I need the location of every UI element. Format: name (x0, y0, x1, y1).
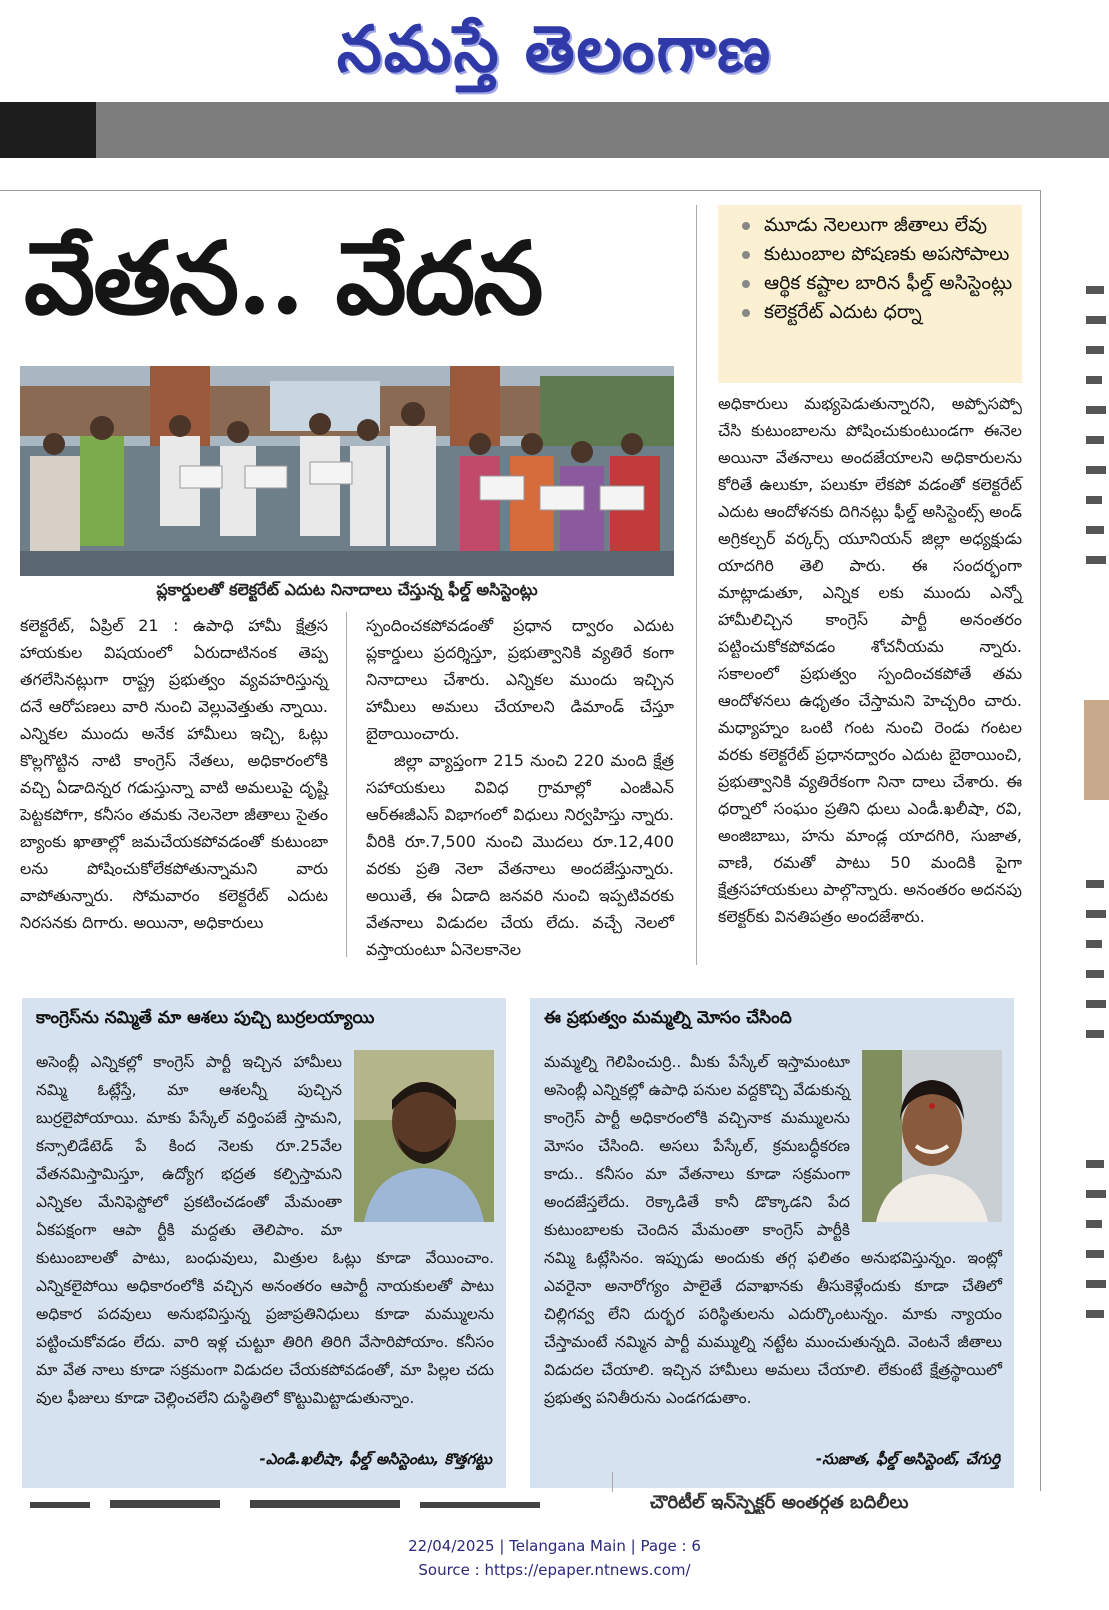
adjacent-page-fragment (1084, 280, 1109, 1380)
footer-source[interactable]: Source : https://epaper.ntnews.com/ (418, 1561, 691, 1579)
masthead-title: నమస్తే తెలంగాణ (336, 12, 773, 87)
portrait-sujatha (862, 1050, 1002, 1222)
cut-headline-left (30, 1496, 550, 1514)
article-paragraph: కలెక్టరేట్, ఏప్రిల్ 21 : ఉపాధి హామీ క్షేత్రస హాయకుల విషయంలో ఏరుదాటినంక తెప్ప తగలేసినట్లుగా రాష్ట్ర ప్రభుత్వం వ్యవహరిస్తున్న దనే ఆరోపణలు వారి నుంచి వెల్లువెత్తుతు న్నాయి. ఎన్నికల ముందు అనేక హామీలు ఇచ్చి, ఓట్లు కొల్లగొట్టిన నాటి కాంగ్రెస్ నేతలు, అధికారంలోకి వచ్చి ఏడాదిన్నర గడుస్తున్నా వాటి అమలుపై దృష్టి పెట్టకపోగా, కనీసం తమకు నెలనెలా జీతాలు సైతం బ్యాంకు ఖాతాల్లో జమచేయకపోవడంతో కుటుంబా లను పోషించుకోలేకపోతున్నామని వారు వాపోతున్నారు. సోమవారం కలెక్టరేట్ ఎదుట నిరసనకు దిగారు. అయినా, అధికారులు (20, 616, 328, 932)
article-column-2 (366, 612, 674, 962)
header-bar-dark (0, 102, 96, 158)
photo-caption: ప్లకార్డులతో కలెక్టరేట్ ఎదుట నినాదాలు చేస్తున్న ఫీల్డ్ అసిస్టెంట్లు (156, 580, 538, 599)
bullet-icon (742, 309, 750, 317)
article-paragraph: అధికారులు మభ్యపెడుతున్నారని, అప్పోసప్పో చేసి కుటుంబాలను పోషించుకుంటుండగా ఈనెల అయినా వేతనాలు అందజేయాలని అధికారులను కోరితే ఉలుకూ, పలుకూ లేకపో వడంతో కలెక్టరేట్ ఎదుట ఆందోళనకు దిగినట్లు ఫీల్డ్ అసిస్టెంట్స్ అండ్ అగ్రికల్చర్ వర్కర్స్ యూనియన్ జిల్లా అధ్యక్షుడు యాదగిరి తెలి పారు. ఈ సందర్భంగా మాట్లాడుతూ, ఎన్నిక లకు ముందు ఎన్నో హామీలిచ్చిన కాంగ్రెస్ పార్టీ అనంతరం పట్టించుకోకపోవడం శోచనీయమ న్నారు. సకాలంలో ప్రభుత్వం స్పందించకపోతే తమ ఆందోళనలు ఉధృతం చేస్తామని హెచ్చరిం చారు. మధ్యాహ్నం ఒంటి గంట నుంచి రెండు గంటల వరకు కలెక్టరేట్ ప్రధానద్వారం ఎదుట బైఠాయించి, ప్రభుత్వానికి వ్యతిరేకంగా నినా దాలు చేశారు. ఈ ధర్నాలో సంఘం ప్రతిని ధులు ఎండీ.ఖలీషా, రవి, అంజిబాబు, హను మాండ్ల యాదగిరి, సుజాత, వాణి, రమతో పాటు 50 మందికి పైగా క్షేత్రసహాయకులు పాల్గొన్నారు. అనంతరం అదనపు కలెక్టర్‌కు వినతిపత్రం అందజేశారు. (718, 394, 1022, 926)
protest-photo-illustration (20, 366, 674, 576)
article-column-1 (20, 612, 328, 962)
quote-box-title: కాంగ్రెస్‌ను నమ్మితే మా ఆశలు పుచ్చి బుర్రలయ్యాయి (36, 1008, 375, 1028)
highlight-box (718, 205, 1022, 383)
quote-signature: -సుజాత, ఫీల్డ్ అసిస్టెంట్, చేగుర్తి (815, 1450, 1000, 1468)
quote-box-body (36, 1048, 494, 1412)
highlight-item: కలెక్టరేట్ ఎదుట ధర్నా (738, 298, 1014, 327)
article-paragraph: జిల్లా వ్యాప్తంగా 215 నుంచి 220 మంది క్షేత్ర సహాయకులు వివిధ గ్రామాల్లో ఎంజీఎన్ ఆర్ఈజీఎస్ విభాగంలో విధులు నిర్వహిస్తు న్నారు. వీరికి రూ.7,500 నుంచి మొదలు రూ.12,400 వరకు ప్రతి నెలా వేతనాలు అందజేస్తున్నారు. అయితే, ఈ ఏడాది జనవరి నుంచి ఇప్పటివరకు వేతనాలు విడుదల చేయ లేదు. వచ్చే నెలలో వస్తాయంటూ ఏనెలకానెల (366, 751, 674, 959)
article-paragraph: స్పందించకపోవడంతో ప్రధాన ద్వారం ఎదుట ప్లకార్డులు ప్రదర్శిస్తూ, ప్రభుత్వానికి వ్యతిరే కంగా నినాదాలు చేశారు. ఎన్నికల ముందు ఇచ్చిన హామీలు అమలు చేయాలని డిమాండ్ చేస్తూ బైఠాయించారు. (366, 616, 674, 743)
column-divider (612, 1472, 613, 1492)
article-column-3 (718, 390, 1022, 970)
masthead (0, 0, 1109, 100)
quote-box-khaleesha (22, 998, 506, 1488)
adjacent-page-edge (1084, 280, 1109, 1390)
cut-headline-fragment (30, 1496, 550, 1512)
column-divider (696, 205, 697, 965)
protest-photo (20, 366, 674, 576)
bullet-icon (742, 251, 750, 259)
column-divider (346, 612, 347, 957)
quote-signature: -ఎండి.ఖలీషా, ఫీల్డ్ అసిస్టెంటు, కొత్తగట్టు (259, 1450, 492, 1468)
bullet-icon (742, 280, 750, 288)
portrait-khaleesha (354, 1050, 494, 1222)
quote-box-body (544, 1048, 1002, 1412)
highlight-item: కుటుంబాల పోషణకు అపసోపాలు (738, 240, 1014, 269)
quote-box-title: ఈ ప్రభుత్వం మమ్మల్ని మోసం చేసింది (544, 1008, 792, 1028)
header-bar-grey (96, 102, 1109, 158)
highlight-item: మూడు నెలలుగా జీతాలు లేవు (738, 211, 1014, 240)
next-article-strip (0, 1492, 1030, 1514)
quote-text: అసెంబ్లీ ఎన్నికల్లో కాంగ్రెస్ పార్టీ ఇచ్చిన హామీలు నమ్మి ఓట్లేస్తే, మా ఆశలన్నీ పుచ్చిన బుర్రలైపోయాయి. మాకు పేస్కేల్ వర్తింపజే స్తామని, కన్సాలిడేటెడ్ పే కింద నెలకు రూ.25వేల వేతనమిస్తామిస్తూ, ఉద్యోగ భద్రత కల్పిస్తామని ఎన్నికల మేనిఫెస్టోలో ప్రకటించడంతో మేమంతా ఏకపక్షంగా ఆపా ర్టీకి మద్దతు తెలిపాం. మా కుటుంబాలతో పాటు, బంధువులు, మిత్రుల ఓట్లు కూడా వేయించాం. ఎన్నికలైపోయి అధికారంలోకి వచ్చిన అనంతరం ఆపార్టీ నాయకులతో పాటు అధికార పదవులు అనుభవిస్తున్న ప్రజాప్రతినిధులు కూడా మమ్ములను పట్టించుకోవడం లేదు. వారి ఇళ్ల చుట్టూ తిరిగి తిరిగి వేసారిపోయాం. కనీసం మా వేత నాలు కూడా సక్రమంగా విడుదల చేయకపోవడంతో, మా పిల్లల చదు వుల ఫీజులు కూడా చెల్లించలేని దుస్థితిలో కొట్టుమిట్టాడుతున్నాం. (36, 1053, 494, 1407)
article-headline: వేతన.. వేదన (24, 219, 542, 337)
highlight-item: ఆర్థిక కష్టాల బారిన ఫీల్డ్ అసిస్టెంట్లు (738, 269, 1014, 298)
bullet-icon (742, 222, 750, 230)
portrait-illustration (862, 1050, 1002, 1222)
portrait-illustration (354, 1050, 494, 1222)
quote-box-sujatha (530, 998, 1014, 1488)
quote-text: మమ్మల్ని గెలిపించుర్రి.. మీకు పేస్కేల్ ఇస్తామంటూ అసెంబ్లీ ఎన్నికల్లో ఉపాధి పనుల వద్దకొచ్చి వేడుకున్న కాంగ్రెస్ పార్టీ అధికారంలోకి వచ్చినాక మమ్ములను మోసం చేసింది. అసలు పేస్కేల్, క్రమబద్ధీకరణ కాదు.. కనీసం మా వేతనాలు కూడా సక్రమంగా అందజేస్తలేదు. రెక్కాడితే కానీ డొక్కాడని పేద కుటుంబాలకు చెందిన మేమంతా కాంగ్రెస్ పార్టీకి నమ్మి ఓట్లేసినం. ఇప్పుడు అందుకు తగ్గ ఫలితం అనుభవిస్తున్నం. ఇంట్లో ఎవరైనా అనారోగ్యం పాలైతే దవాఖానకు తీసుకెళ్లేందుకు కూడా చేతిలో చిల్లిగవ్వ లేని దుర్భర పరిస్థితులను ఎదుర్కొంటున్నం. మాకు న్యాయం చేస్తామంటే నమ్మిన పార్టీ మమ్ముల్ని నట్టేట ముంచుతున్నది. వెంటనే జీతాలు విడుదల చేయాలి. ఇచ్చిన హామీలు అమలు చేయాలి. లేకుంటే క్షేత్రస్థాయిలో ప్రభుత్వ పనితీరును ఎండగడుతాం. (544, 1053, 1002, 1407)
cut-headline-right: చౌరిటీల్ ఇన్‌స్పెక్టర్ అంతర్గత బదిలీలు (650, 1492, 909, 1513)
footer-date-edition: 22/04/2025 | Telangana Main | Page : 6 (408, 1537, 701, 1555)
page-footer (0, 1534, 1109, 1582)
